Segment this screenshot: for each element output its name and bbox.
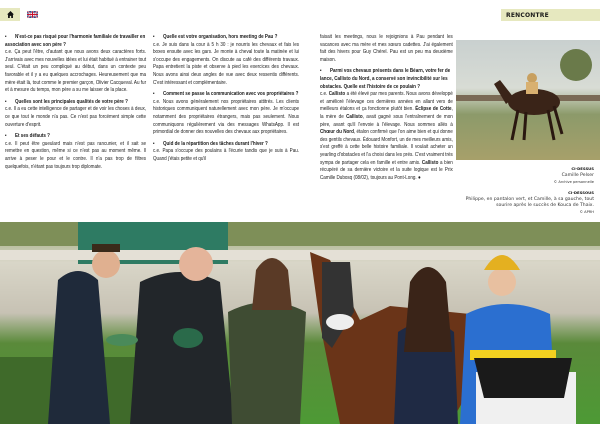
home-button[interactable] [0, 8, 20, 21]
answer-text: a bien récupéré de sa dernière victoire et la suite logique est le Prix Camille Dubosq (08/02), toujours au Pont-Long. [320, 159, 453, 181]
answer-text: a été élevé par mes parents. Nous avons développé et amélioré l'élevage ces dernières années en allant vers de meilleurs étalons et ça fonctionne plutôt bien. [320, 91, 453, 113]
horse-name: Éclipse de Cotte [415, 106, 452, 113]
answer-text: c.e. [320, 91, 329, 98]
article-column-1 [5, 34, 146, 171]
horse-name: Callisto [346, 113, 363, 120]
article-column-2 [153, 34, 299, 164]
uk-flag-icon[interactable] [27, 11, 38, 18]
interview-question: ▪ Comment se passe la communication avec vos propriétaires ? [153, 91, 299, 98]
interview-answer [320, 91, 453, 182]
interview-answer: c.e. Nous avons généralement nos propriétaires attitrés. Les clients historiques communiquent naturellement avec mon père. Je m'occupe notamment des propriétaires étrangers, mais pas seulement. Nous communiquons régulièrement via des messages WhatsApp. Il est primordial de donner des nouvelles des chevaux aux propriétaires. [153, 98, 300, 136]
horse-name: Callisto [421, 159, 439, 166]
answer-text: , étalon confirmé que l'on aime bien et qui donne des gentils chevaux. Édouard Monfort, un de mes meilleurs amis, s'est greffé à cette belle histoire familiale. Il voulait acheter un yearling d'obstacles et l'a choisi dans les prés. C'est vraiment très sympa de partager cela en famille et entre amis. [320, 129, 453, 166]
horse-name: Chœur du Nord [320, 129, 354, 136]
interview-question: ▪ Parmi vos chevaux présents dans le Béarn, votre fer de lance, Callisto du Nord, a conservé son invincibilité sur les obstacles. Quelle est l'histoire de ce poulain ? [320, 68, 451, 90]
interview-answer: c.e. Ça peut l'être, d'autant que nous avons deux caractères forts. J'arrivais avec mes nouvelles idées et lui était habitué à entrainer tout seul. C'était un peu compliqué au début, dans un contexte peu favorable et il y a eu quelques accrochages. Heureusement que ma mère était là, tout comme le premier garçon, Olivier Cacqueval. Au fur et à mesure du temps, mon père a su me laisser de la place. [5, 49, 147, 94]
home-icon [7, 11, 14, 18]
photo-winners-group [0, 222, 600, 424]
interview-question: ▪ N'est-ce pas risqué pour l'harmonie familiale de travailler en association avec son père ? [5, 34, 146, 48]
caption-top: CI-DESSUS Camille Pelser © Archive personnelle [553, 166, 594, 184]
interview-answer: c.e. Papa s'occupe des poulains à l'écurie tandis que je suis à Pau. Quand j'étais petite et qu'il [153, 148, 300, 162]
photo-jockey-horse [456, 40, 600, 160]
caption-bottom: CI-DESSOUS Philippe, en pantalon vert, et Camille, à sa gauche, tout sourire après le succès de Kouca de Thaix. © APRH [465, 190, 594, 214]
horse-name: Callisto [328, 91, 346, 98]
answer-text: , la mère de [320, 106, 453, 120]
interview-answer: c.e. Il a eu cette intelligence de partager et de voir les choses à deux, ce que tout le monde n'a pas. Ce n'est pas forcément simple cette ouverture d'esprit. [5, 106, 147, 128]
interview-question: ▪ Quelles sont les principales qualités de votre père ? [5, 98, 128, 105]
interview-answer: c.e. Je suis dans la cour à 5 h 30 : je nourris les chevaux et fais les boxes ensuite avec les gars. Je monte à cheval toute la matinée et lui s'occupe des engagements. On discute au café des différents travaux. Papa entretient la piste et observe à pied les exercices des chevaux. Nous avons ainsi deux angles de vue avec deux ressentis différents. C'est intéressant et complémentaire. [153, 41, 300, 86]
interview-answer: c.e. Il peut être gueulard mais n'est pas rancunier, et il sait se remettre en question, même si ce n'est pas au moment même. Il arrive à peser le pour et le contre. Il n'a pas trop de filtres quelquefois, n'étant pas toujours trop diplomate. [5, 140, 147, 170]
answer-text: , avait gagné sous l'entraînement de mon père, avant qu'il l'envoie à l'élevage. Nous sommes allés à [320, 113, 453, 128]
answer-continued: faisait les meetings, nous le rejoignions à Pau pendant les vacances avec ma mère et mes sœurs cadettes. J'ai également fait des hivers pour Guy Chérel. Pau est un peu ma deuxième maison. [320, 34, 453, 63]
end-mark-icon: ● [417, 174, 421, 181]
section-label: RENCONTRE [501, 9, 600, 21]
interview-question: ▪ Quid de la répartition des tâches durant l'hiver ? [153, 140, 268, 147]
article-column-3 [320, 34, 453, 182]
interview-question: ▪ Et ses défauts ? [5, 133, 50, 140]
interview-question: ▪ Quelle est votre organisation, hors meeting de Pau ? [153, 34, 278, 40]
